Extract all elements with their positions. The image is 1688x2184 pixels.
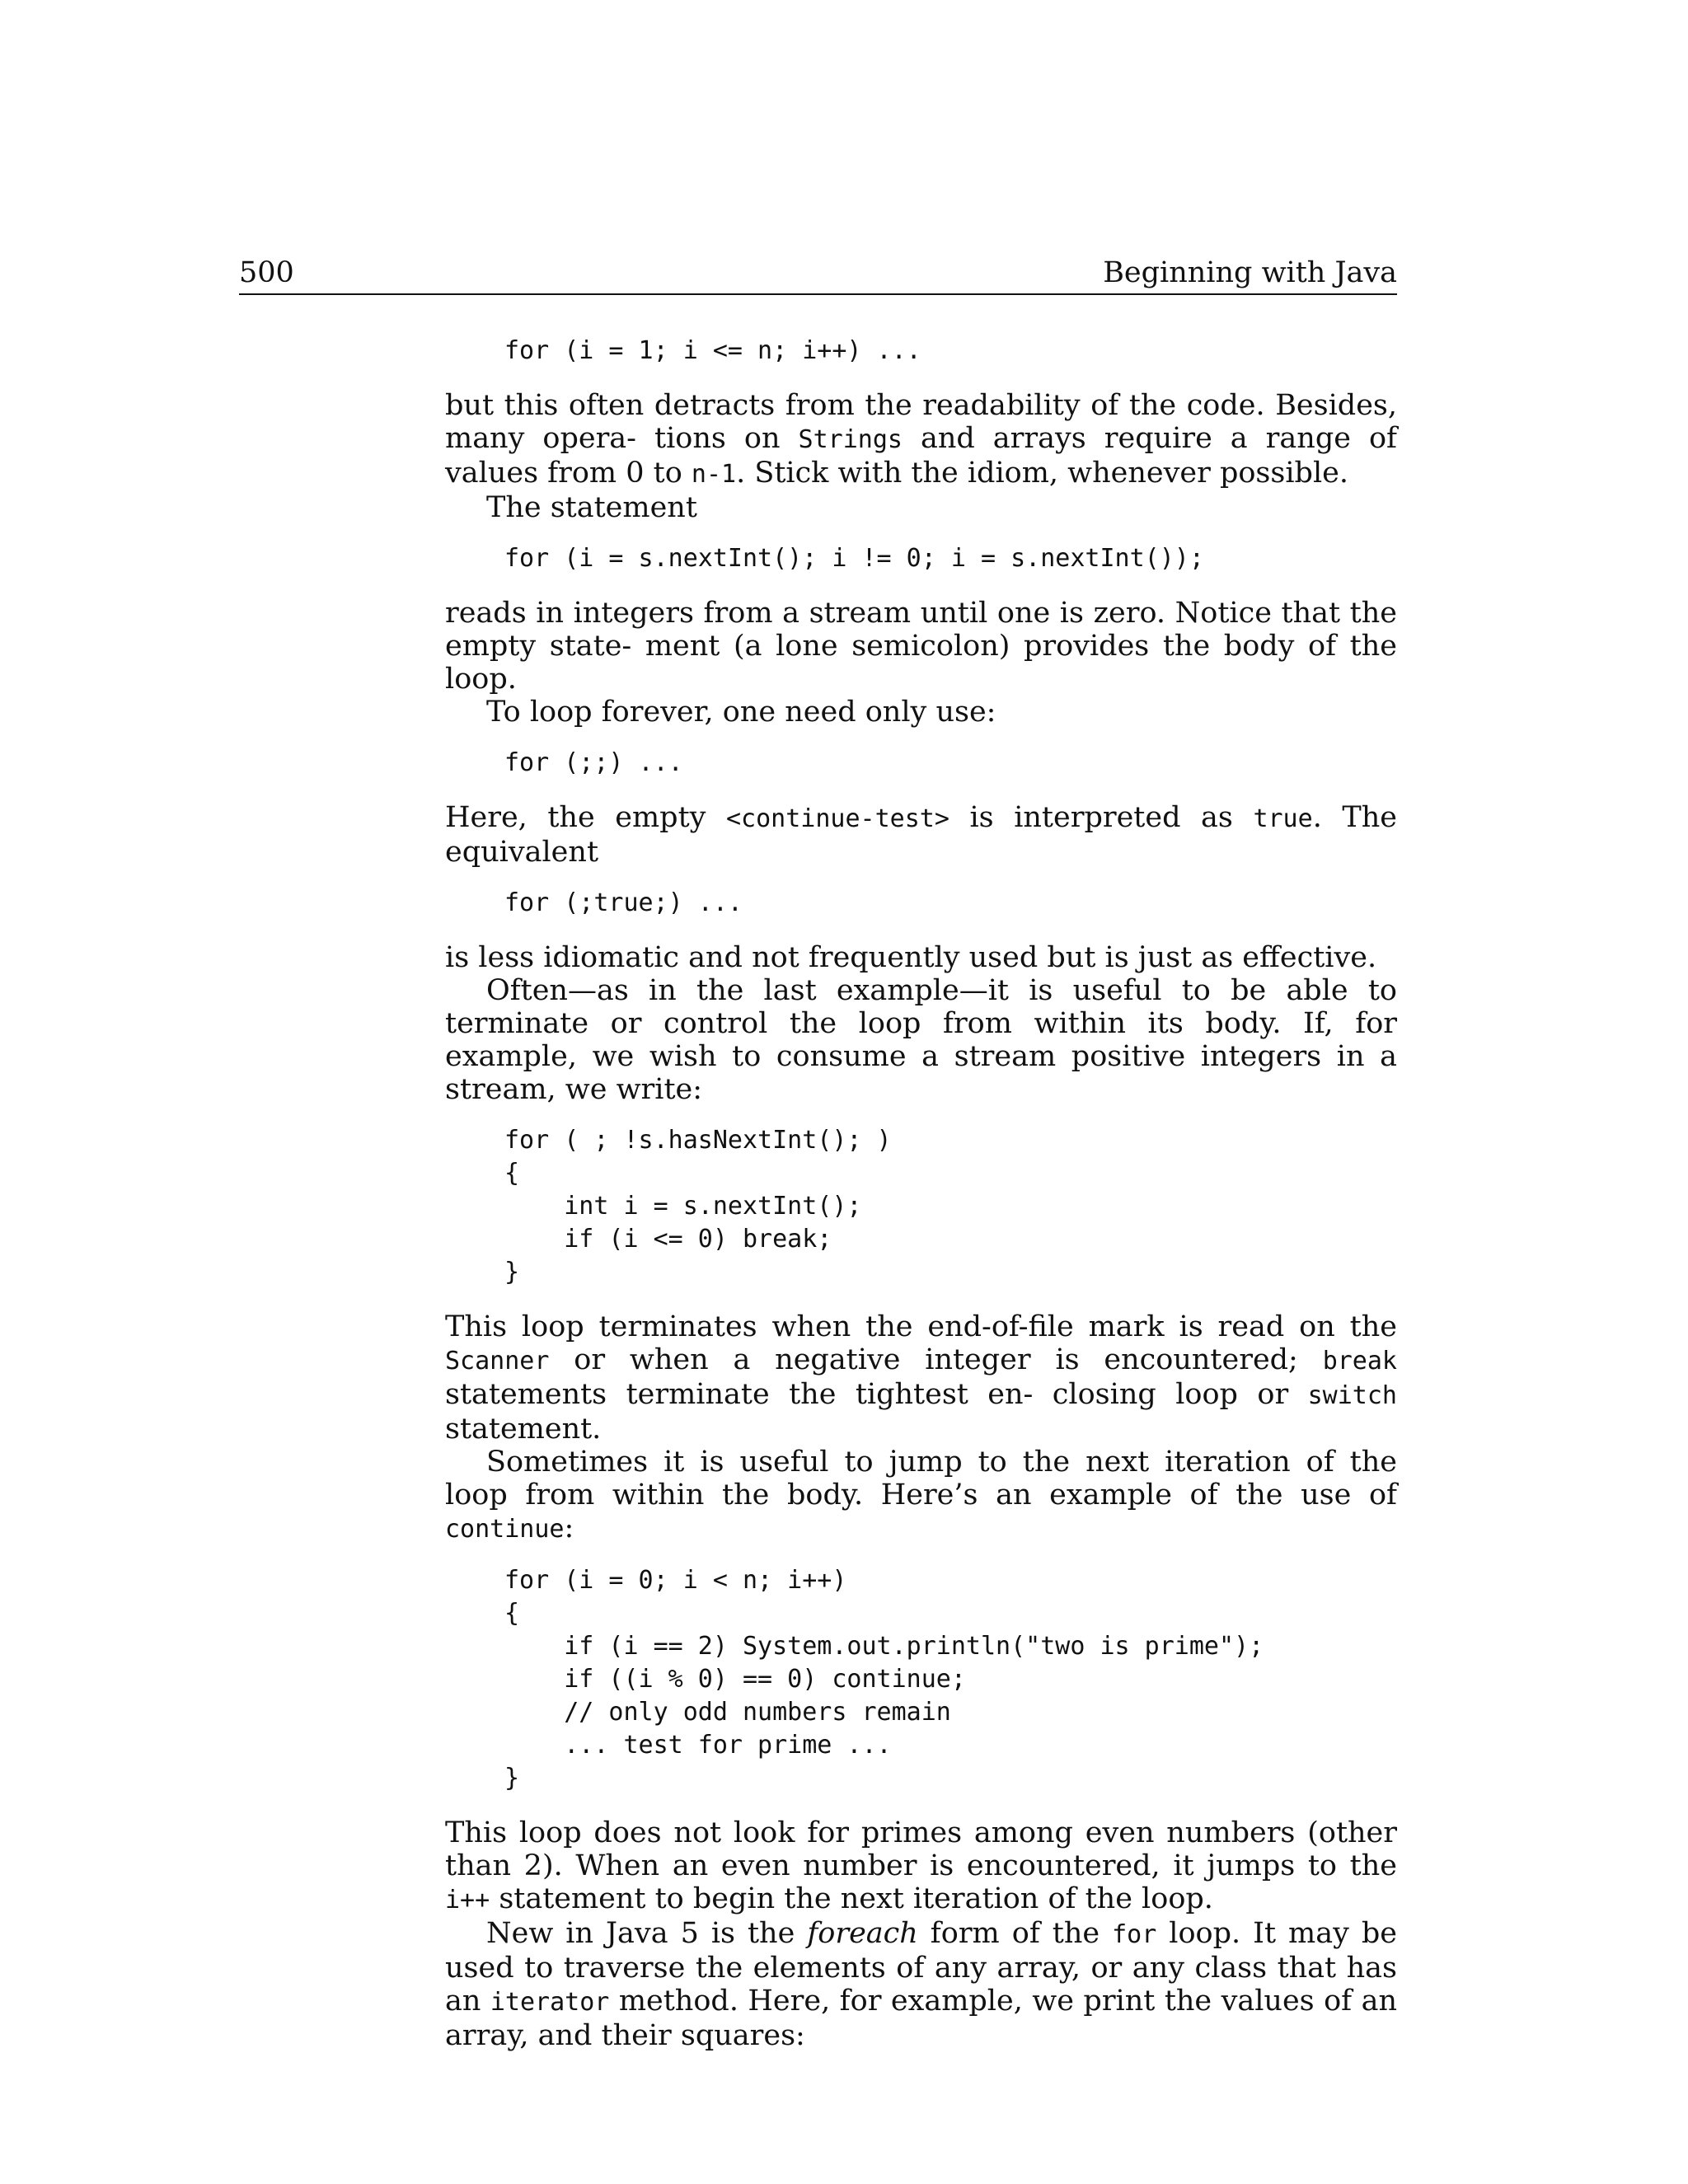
inline-code: n-1 xyxy=(691,460,737,489)
body-paragraph: This loop does not look for primes among even numbers (other than 2). When an even number is encountered, it jumps to the i++ statement to begin the next iteration of the loop. xyxy=(445,1816,1397,1915)
code-block-for-true-loop: for (;true;) ... xyxy=(504,888,743,917)
inline-code: continue xyxy=(445,1515,565,1544)
emphasized-term: foreach xyxy=(807,1917,918,1950)
body-paragraph: is less idiomatic and not frequently used but is just as effective. xyxy=(445,941,1377,974)
code-block-infinite-loop: for (;;) ... xyxy=(504,748,683,777)
page-number: 500 xyxy=(239,256,294,289)
body-paragraph: The statement xyxy=(486,491,697,524)
inline-code: Strings xyxy=(798,425,903,454)
running-title: Beginning with Java xyxy=(1103,256,1397,289)
inline-code: Scanner xyxy=(445,1347,550,1376)
body-paragraph: To loop forever, one need only use: xyxy=(486,696,996,729)
code-block-for-loop-1-to-n: for (i = 1; i <= n; i++) ... xyxy=(504,336,921,365)
inline-code: switch xyxy=(1307,1381,1397,1410)
inline-code: i++ xyxy=(445,1886,490,1915)
body-paragraph: reads in integers from a stream until one is zero. Notice that the empty state- ment (a lone semicolon) provides the body of the loop. xyxy=(445,597,1397,696)
body-paragraph: Often—as in the last example—it is useful to be able to terminate or control the loop from within its body. If, for example, we wish to consume a stream positive integers in a stream, we write: xyxy=(445,974,1397,1106)
text-column xyxy=(445,335,1397,2052)
inline-code: break xyxy=(1322,1347,1397,1376)
body-paragraph: Sometimes it is useful to jump to the next iteration of the loop from within the body. Here’s an example of the use of continue: xyxy=(445,1446,1397,1544)
inline-code: true xyxy=(1253,804,1313,833)
code-block-break-loop: for ( ; !s.hasNextInt(); ) { int i = s.nextInt(); if (i <= 0) break; } xyxy=(504,1126,892,1286)
code-block-continue-loop: for (i = 0; i < n; i++) { if (i == 2) System.out.println("two is prime"); if ((i % 0) == 0) continue; // only odd numbers remain ... test for prime ... } xyxy=(504,1566,1264,1793)
inline-code: for xyxy=(1112,1920,1157,1949)
body-paragraph: but this often detracts from the readability of the code. Besides, many opera- tions on Strings and arrays require a range of values from 0 to n-1. Stick with the idiom, whenever possible. xyxy=(445,389,1397,490)
inline-code: iterator xyxy=(490,1988,610,2017)
inline-code: <continue-test> xyxy=(725,804,950,833)
body-paragraph: Here, the empty <continue-test> is interpreted as true. The equivalent xyxy=(445,801,1397,869)
running-header xyxy=(239,254,1397,295)
body-paragraph: This loop terminates when the end-of-file mark is read on the Scanner or when a negative integer is encountered; break statements terminate the tightest en- closing loop or switch statement. xyxy=(445,1310,1397,1446)
body-paragraph: New in Java 5 is the foreach form of the for loop. It may be used to traverse the elements of any array, or any class that has an iterator method. Here, for example, we print the values of an array, and their squares: xyxy=(445,1917,1397,2052)
code-block-nextint-loop: for (i = s.nextInt(); i != 0; i = s.nextInt()); xyxy=(504,544,1204,573)
